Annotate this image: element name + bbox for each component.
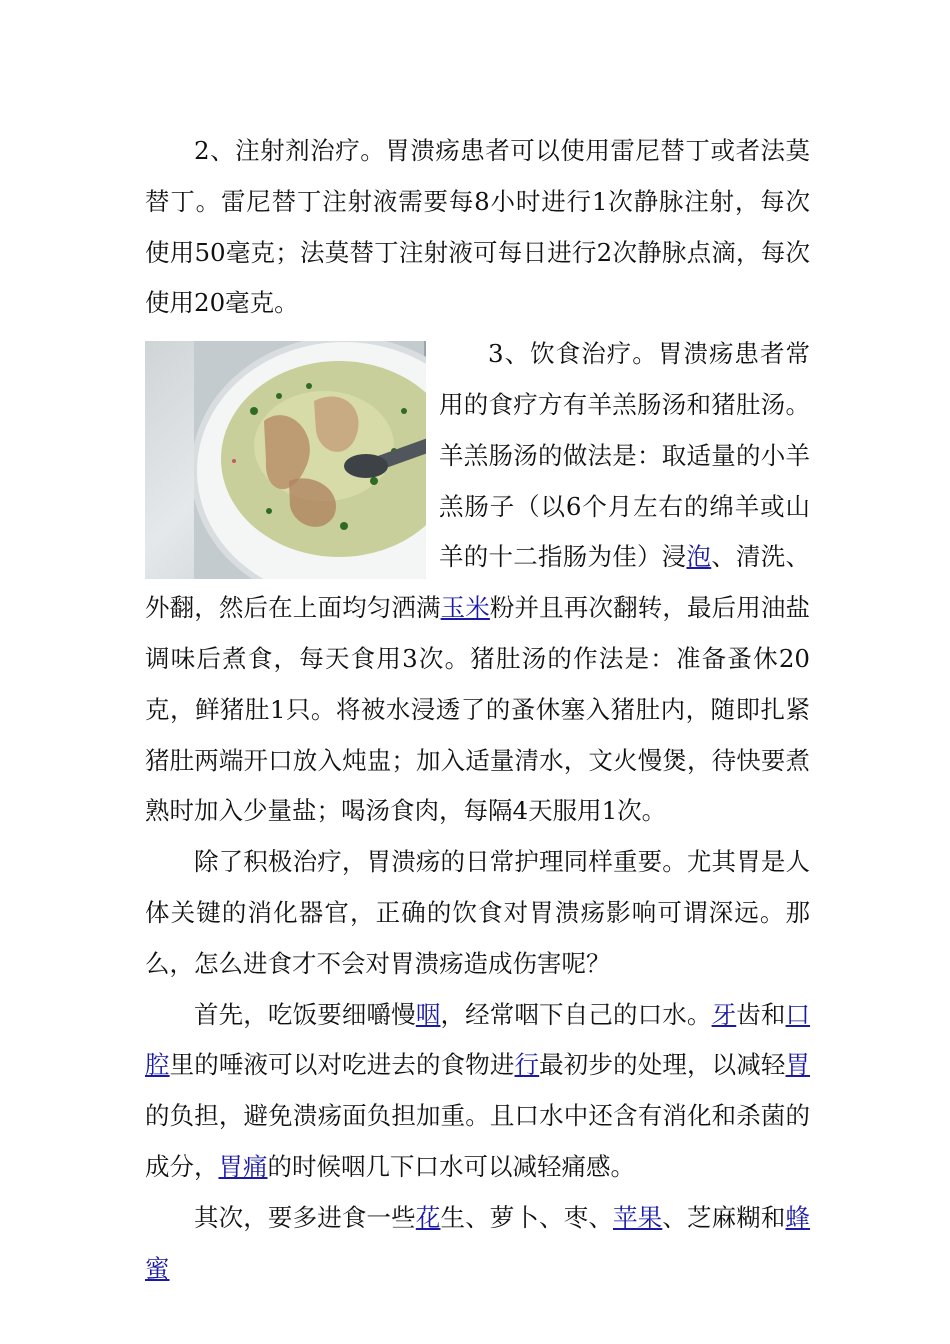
text-segment: 齿和 (736, 999, 786, 1029)
text-segment: 首先，吃饭要细嚼慢 (194, 999, 416, 1029)
text-segment: 的负担，避免溃疡面负担加重。且口水中还含有消化和杀菌的成分， (145, 1101, 810, 1181)
paragraph-injection-treatment: 2、注射剂治疗。胃溃疡患者可以使用雷尼替丁或者法莫替丁。雷尼替丁注射液需要每8小时进行1次静脉注射，每次使用50毫克；法莫替丁注射液可每日进行2次静脉点滴，每次使用20毫克。 (145, 136, 810, 318)
paragraph-chew-slowly (145, 990, 810, 1193)
link-soak[interactable]: 泡 (686, 542, 712, 572)
link-teeth[interactable]: 牙 (711, 999, 737, 1029)
text-segment: 、芝麻糊和 (662, 1202, 786, 1232)
text-segment: ，经常咽下自己的口水。 (440, 999, 712, 1029)
link-stomach[interactable]: 胃 (785, 1050, 811, 1080)
paragraph-foods (145, 1193, 810, 1295)
link-oral-cavity[interactable]: 口腔 (145, 999, 811, 1080)
paragraph-daily-care: 除了积极治疗，胃溃疡的日常护理同样重要。尤其胃是人体关键的消化器官，正确的饮食对胃溃疡影响可谓深远。那么，怎么进食才不会对胃溃疡造成伤害呢？ (145, 847, 810, 978)
text-segment: 的时候咽几下口水可以减轻痛感。 (267, 1151, 635, 1181)
paragraph-diet-treatment (145, 329, 810, 837)
link-honey[interactable]: 蜂蜜 (145, 1202, 811, 1283)
link-corn[interactable]: 玉米 (440, 593, 490, 623)
link-swallow[interactable]: 咽 (415, 999, 441, 1029)
link-do[interactable]: 行 (514, 1050, 540, 1080)
link-stomach-ache[interactable]: 胃痛 (218, 1151, 268, 1181)
text-segment: 里的唾液可以对吃进去的食物进 (169, 1050, 515, 1080)
text-segment: 其次，要多进食一些 (194, 1202, 416, 1232)
text-segment: 生、萝卜、枣、 (440, 1202, 613, 1232)
text-segment: 3、饮食治疗。胃溃疡患者常用的食疗方有羊羔肠汤和猪肚汤。羊羔肠汤的做法是：取适量的小羊羔肠子（以6个月左右的绵羊或山羊的十二指肠为佳）浸 (439, 339, 810, 572)
document-body (145, 126, 810, 1294)
soup-bowl-photo (145, 341, 426, 579)
link-apple[interactable]: 苹果 (613, 1202, 663, 1232)
text-segment: 、清洗、外翻，然后在上面均匀洒满 (145, 542, 810, 623)
text-segment: 最初步的处理，以减轻 (539, 1050, 786, 1080)
text-segment: 粉并且再次翻转，最后用油盐调味后煮食，每天食用3次。猪肚汤的作法是：准备蚤休20克，鲜猪肚1只。将被水浸透了的蚤休塞入猪肚内，随即扎紧猪肚两端开口放入炖盅；加入适量清水，文火慢煲，待快要煮熟时加入少量盐；喝汤食肉，每隔4天服用1次。 (145, 593, 811, 826)
link-flower[interactable]: 花 (415, 1202, 441, 1232)
